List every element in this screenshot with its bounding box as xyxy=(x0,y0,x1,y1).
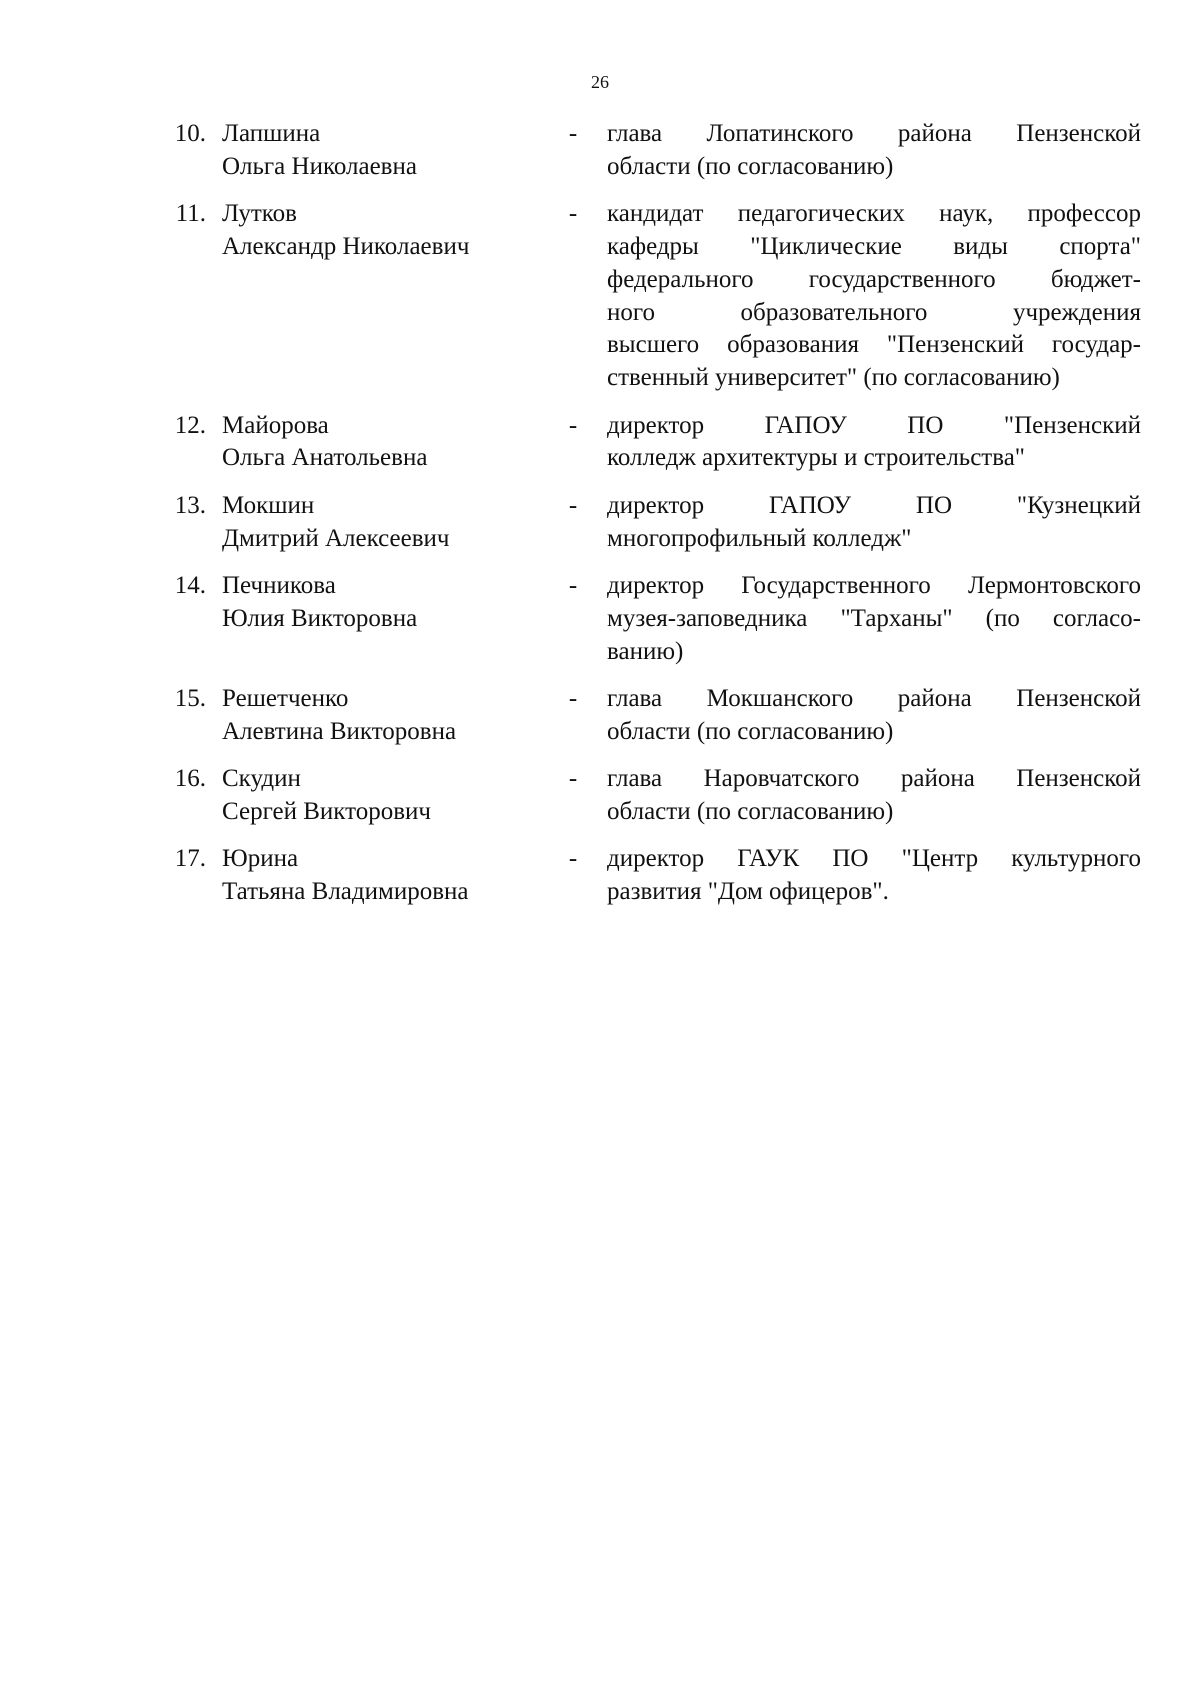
member-role xyxy=(607,118,1141,184)
given-names: Дмитрий Алексеевич xyxy=(222,524,450,552)
member-name xyxy=(222,118,552,184)
entry-number: 12. xyxy=(174,411,206,439)
role-line: глава Мокшанского района Пензенской xyxy=(607,684,1141,712)
member-role xyxy=(607,198,1141,395)
page-number: 26 xyxy=(591,72,609,92)
role-line: ственный университет" (по согласованию) xyxy=(607,364,1060,392)
member-role xyxy=(607,683,1141,749)
given-names: Ольга Анатольевна xyxy=(222,444,428,472)
member-role xyxy=(607,763,1141,829)
member-role xyxy=(607,490,1141,556)
separator-dash: - xyxy=(568,411,578,439)
entry-number: 11. xyxy=(175,200,206,228)
list-item xyxy=(0,198,1200,409)
surname: Мокшин xyxy=(222,491,315,519)
role-line: федерального государственного бюджет- xyxy=(607,265,1141,293)
role-line: директор ГАПОУ ПО "Пензенский xyxy=(607,411,1141,439)
given-names: Сергей Викторович xyxy=(222,797,431,825)
role-line: области (по согласованию) xyxy=(607,797,894,825)
role-line: кафедры "Циклические виды спорта" xyxy=(607,232,1141,260)
separator-dash: - xyxy=(568,120,578,147)
given-names: Ольга Николаевна xyxy=(222,152,417,180)
role-line: развития "Дом офицеров". xyxy=(607,878,889,906)
role-line: ного образовательного учреждения xyxy=(607,298,1141,326)
member-name xyxy=(222,570,552,636)
surname: Скудин xyxy=(222,765,301,793)
list-item xyxy=(0,570,1200,683)
surname: Майорова xyxy=(222,411,329,439)
separator-dash: - xyxy=(568,765,578,793)
separator-dash: - xyxy=(568,571,578,599)
separator-dash: - xyxy=(568,684,578,712)
entry-number: 10. xyxy=(174,120,206,147)
separator-dash: - xyxy=(568,491,578,519)
surname: Лутков xyxy=(222,200,297,228)
separator-dash: - xyxy=(568,200,578,228)
given-names: Татьяна Владимировна xyxy=(222,878,469,906)
entry-number: 17. xyxy=(174,845,206,873)
member-name xyxy=(222,763,552,829)
member-name xyxy=(222,410,552,476)
separator-dash: - xyxy=(568,845,578,873)
list-item xyxy=(0,763,1200,843)
member-name xyxy=(222,683,552,749)
role-line: колледж архитектуры и строительства" xyxy=(607,444,1025,472)
role-line: высшего образования "Пензенский государ- xyxy=(607,331,1141,359)
role-line: ванию) xyxy=(607,637,684,665)
member-role xyxy=(607,843,1141,909)
role-line: области (по согласованию) xyxy=(607,717,894,745)
surname: Решетченко xyxy=(222,684,349,712)
entry-number: 15. xyxy=(174,684,206,712)
entry-number: 14. xyxy=(174,571,206,599)
role-line: глава Наровчатского района Пензенской xyxy=(607,765,1141,793)
member-role xyxy=(607,410,1141,476)
surname: Юрина xyxy=(222,845,299,873)
role-line: многопрофильный колледж" xyxy=(607,524,912,552)
member-role xyxy=(607,570,1141,668)
surname: Печникова xyxy=(222,571,336,599)
list-item xyxy=(0,118,1200,198)
member-list xyxy=(0,118,1200,924)
surname: Лапшина xyxy=(222,120,321,147)
role-line: области (по согласованию) xyxy=(607,152,894,180)
given-names: Юлия Викторовна xyxy=(222,604,418,632)
role-line: директор Государственного Лермонтовского xyxy=(607,571,1141,599)
member-name xyxy=(222,198,552,264)
list-item xyxy=(0,490,1200,570)
list-item xyxy=(0,683,1200,763)
role-line: музея-заповедника "Тарханы" (по согласо- xyxy=(607,604,1141,632)
member-name xyxy=(222,490,552,556)
entry-number: 13. xyxy=(174,491,206,519)
member-name xyxy=(222,843,552,909)
role-line: директор ГАУК ПО "Центр культурного xyxy=(607,845,1141,873)
role-line: директор ГАПОУ ПО "Кузнецкий xyxy=(607,491,1141,519)
role-line: кандидат педагогических наук, профессор xyxy=(607,200,1141,228)
given-names: Александр Николаевич xyxy=(222,232,470,260)
entry-number: 16. xyxy=(174,765,206,793)
given-names: Алевтина Викторовна xyxy=(222,717,457,745)
role-line: глава Лопатинского района Пензенской xyxy=(607,120,1141,147)
list-item xyxy=(0,843,1200,923)
list-item xyxy=(0,410,1200,490)
